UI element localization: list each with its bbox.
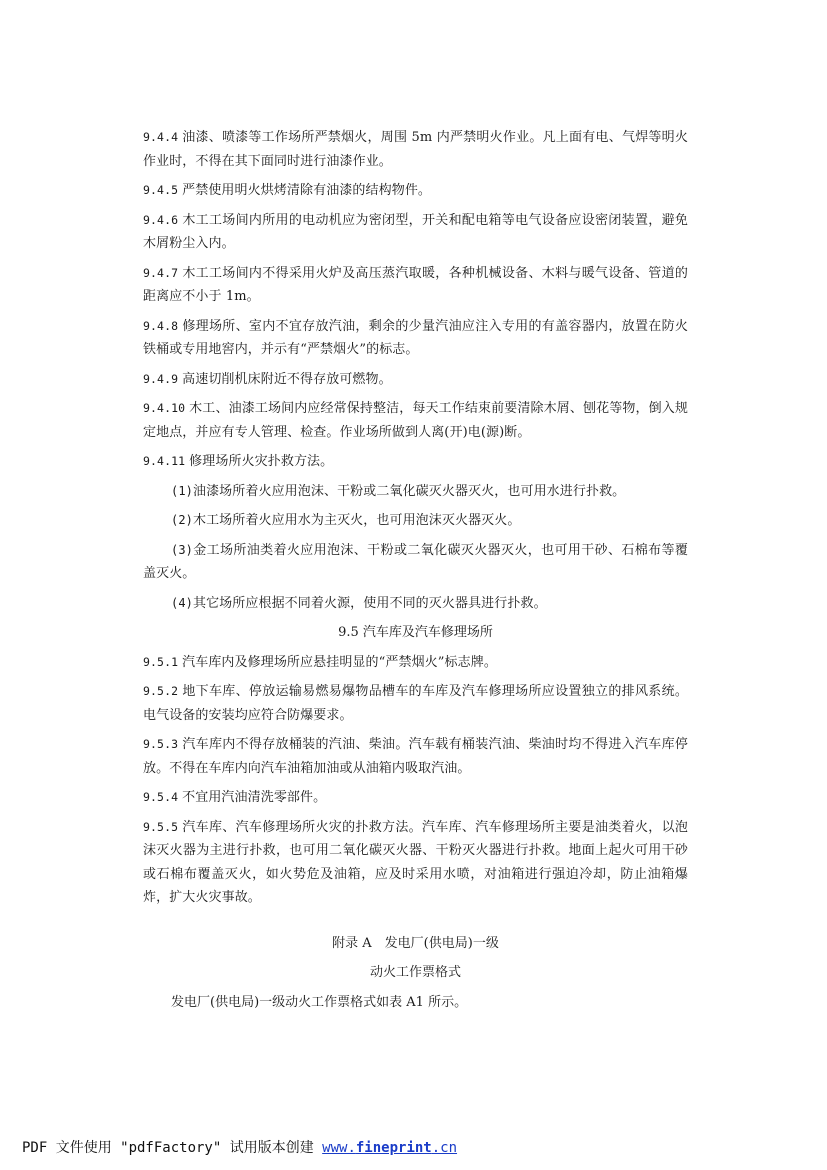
clause-number: 9.4.4 — [143, 130, 179, 144]
section-title: 9.5 汽车库及汽车修理场所 — [338, 625, 493, 640]
clause-number: 9.5.1 — [143, 654, 179, 669]
sub-item-text: 其它场所应根据不同着火源，使用不同的灭火器具进行扑救。 — [192, 595, 547, 611]
clause-text: 修理场所、室内不宜存放汽油，剩余的少量汽油应注入专用的有盖容器内，放置在防火铁桶或专用地窖内，并示有“严禁烟火”的标志。 — [143, 318, 688, 357]
sub-item-number: (1) — [171, 483, 193, 498]
clause-text: 木工、油漆工场间内应经常保持整洁，每天工作结束前要清除木屑、刨花等物，倒入规定地点，并应有专人管理、检查。作业场所做到人离(开)电(源)断。 — [143, 401, 688, 440]
appendix-subtitle: 动火工作票格式 — [369, 965, 461, 980]
clause-9-5-1 — [143, 651, 688, 675]
link-bold: fineprint — [355, 1140, 432, 1156]
clause-number: 9.4.6 — [143, 212, 179, 227]
sub-item-4 — [143, 592, 688, 616]
clause-9-5-2 — [143, 680, 688, 727]
appendix-body: 发电厂(供电局)一级动火工作票格式如表 A1 所示。 — [171, 994, 468, 1010]
clause-text: 修理场所火灾扑救方法。 — [189, 454, 334, 469]
clause-9-5-4 — [143, 786, 688, 810]
link-prefix: www. — [322, 1140, 356, 1156]
clause-number: 9.4.11 — [143, 454, 186, 468]
appendix-a — [143, 932, 688, 1015]
footer-text: PDF 文件使用 "pdfFactory" 试用版本创建 — [22, 1140, 323, 1156]
clause-9-5-3 — [143, 733, 688, 780]
clause-9-4-7 — [143, 262, 688, 309]
clause-text: 汽车库、汽车修理场所火灾的扑救方法。汽车库、汽车修理场所主要是油类着火，以泡沫灭火器为主进行扑救，也可用二氧化碳灭火器、干粉灭火器进行扑救。地面上起火可用干砂或石棉布覆盖灭火，如火势危及油箱，应及时采用水喷，对油箱进行强迫冷却，防止油箱爆炸，扩大火灾事故。 — [143, 819, 688, 905]
clause-9-4-9 — [143, 368, 688, 392]
pdf-watermark-footer — [22, 1137, 457, 1157]
clause-number: 9.4.7 — [143, 265, 179, 280]
document-page — [143, 126, 688, 1014]
sub-item-number: (4) — [171, 595, 193, 610]
clause-text: 汽车库内及修理场所应悬挂明显的“严禁烟火”标志牌。 — [182, 654, 497, 670]
clause-number: 9.4.5 — [143, 183, 179, 197]
clause-text: 高速切削机床附近不得存放可燃物。 — [182, 371, 392, 387]
sub-item-number: (3) — [171, 542, 193, 557]
sub-item-3 — [143, 539, 688, 586]
clause-text: 木工工场间内不得采用火炉及高压蒸汽取暖，各种机械设备、木料与暖气设备、管道的距离应不小于 1m。 — [143, 265, 688, 304]
clause-text: 木工工场间内所用的电动机应为密闭型，开关和配电箱等电气设备应设密闭装置，避免木屑粉尘入内。 — [143, 212, 688, 251]
clause-9-4-8 — [143, 315, 688, 362]
clause-text: 油漆、喷漆等工作场所严禁烟火，周围 5m 内严禁明火作业。凡上面有电、气焊等明火作业时，不得在其下面同时进行油漆作业。 — [143, 130, 688, 169]
clause-text: 汽车库内不得存放桶装的汽油、柴油。汽车载有桶装汽油、柴油时均不得进入汽车库停放。不得在车库内向汽车油箱加油或从油箱内吸取汽油。 — [143, 737, 688, 776]
clause-9-4-6 — [143, 209, 688, 256]
clause-number: 9.4.8 — [143, 318, 179, 333]
clause-text: 不宜用汽油清洗零部件。 — [182, 790, 327, 805]
clause-9-4-5 — [143, 179, 688, 203]
fineprint-link[interactable] — [322, 1140, 457, 1156]
sub-item-text: 木工场所着火应用水为主灭火，也可用泡沫灭火器灭火。 — [192, 513, 521, 528]
appendix-title: 附录 A 发电厂(供电局)一级 — [332, 935, 499, 951]
sub-item-2 — [143, 509, 688, 533]
sub-item-number: (2) — [171, 513, 193, 527]
clause-text: 严禁使用明火烘烤清除有油漆的结构物件。 — [182, 183, 432, 198]
sub-item-text: 油漆场所着火应用泡沫、干粉或二氧化碳灭火器灭火，也可用水进行扑救。 — [192, 483, 626, 499]
sub-item-text: 金工场所油类着火应用泡沫、干粉或二氧化碳灭火器灭火，也可用干砂、石棉布等覆盖灭火。 — [143, 542, 688, 581]
clause-number: 9.5.2 — [143, 684, 179, 698]
clause-number: 9.4.10 — [143, 401, 186, 415]
clause-9-4-11 — [143, 450, 688, 474]
clause-9-4-10 — [143, 397, 688, 444]
clause-number: 9.5.3 — [143, 737, 179, 751]
clause-number: 9.5.5 — [143, 819, 179, 834]
link-suffix: .cn — [431, 1140, 458, 1156]
clause-number: 9.5.4 — [143, 790, 179, 804]
clause-number: 9.4.9 — [143, 371, 179, 386]
clause-text: 地下车库、停放运输易燃易爆物品槽车的车库及汽车修理场所应设置独立的排风系统。电气设备的安装均应符合防爆要求。 — [143, 684, 688, 723]
sub-item-1 — [143, 480, 688, 504]
clause-9-5-5 — [143, 816, 688, 910]
clause-9-4-4 — [143, 126, 688, 173]
